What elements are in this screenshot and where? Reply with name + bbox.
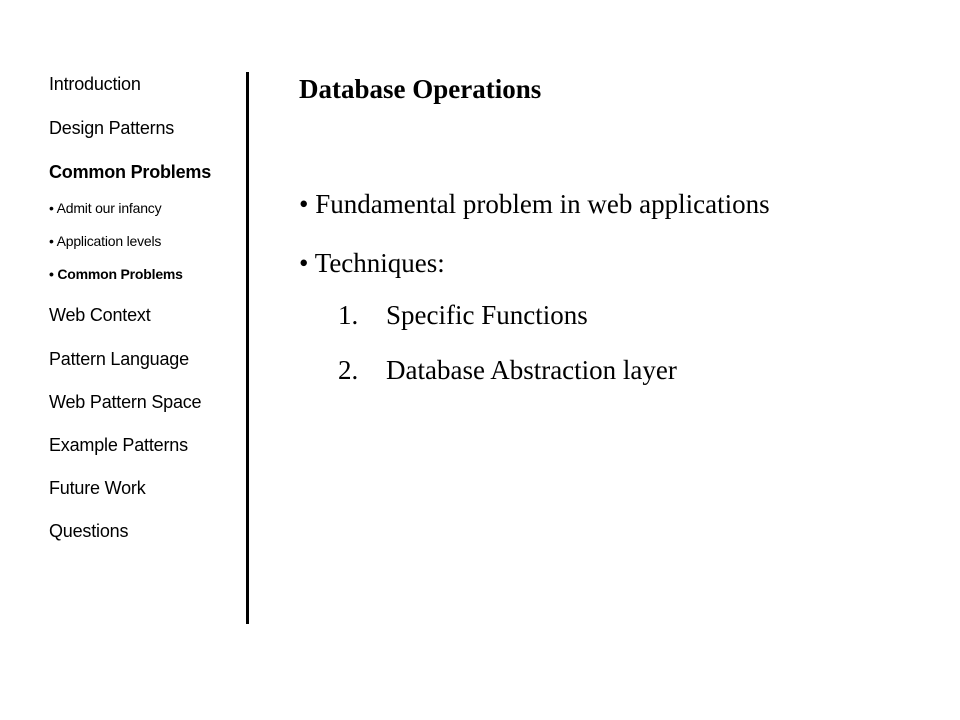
- nav-subitem-admit-our-infancy[interactable]: • Admit our infancy: [49, 200, 162, 216]
- nav-item-example-patterns[interactable]: Example Patterns: [49, 435, 188, 455]
- technique-number: 1.: [338, 300, 359, 330]
- nav-item-web-pattern-space[interactable]: Web Pattern Space: [49, 392, 202, 412]
- bullet-fundamental-problem: • Fundamental problem in web applications: [299, 189, 770, 219]
- technique-number: 2.: [338, 355, 359, 385]
- nav-item-common-problems[interactable]: Common Problems: [49, 162, 212, 182]
- bullet-techniques: • Techniques:: [299, 248, 445, 278]
- technique-text: Database Abstraction layer: [386, 355, 677, 385]
- nav-subitem-common-problems[interactable]: • Common Problems: [49, 266, 183, 282]
- nav-item-pattern-language[interactable]: Pattern Language: [49, 349, 189, 369]
- technique-item: [338, 355, 677, 386]
- technique-text: Specific Functions: [386, 300, 588, 330]
- technique-item: [338, 300, 588, 331]
- nav-item-web-context[interactable]: Web Context: [49, 305, 151, 325]
- nav-item-future-work[interactable]: Future Work: [49, 478, 146, 498]
- nav-item-questions[interactable]: Questions: [49, 521, 129, 541]
- slide-title: Database Operations: [299, 74, 542, 104]
- nav-item-introduction[interactable]: Introduction: [49, 74, 141, 94]
- nav-item-design-patterns[interactable]: Design Patterns: [49, 118, 175, 138]
- nav-subitem-application-levels[interactable]: • Application levels: [49, 233, 162, 249]
